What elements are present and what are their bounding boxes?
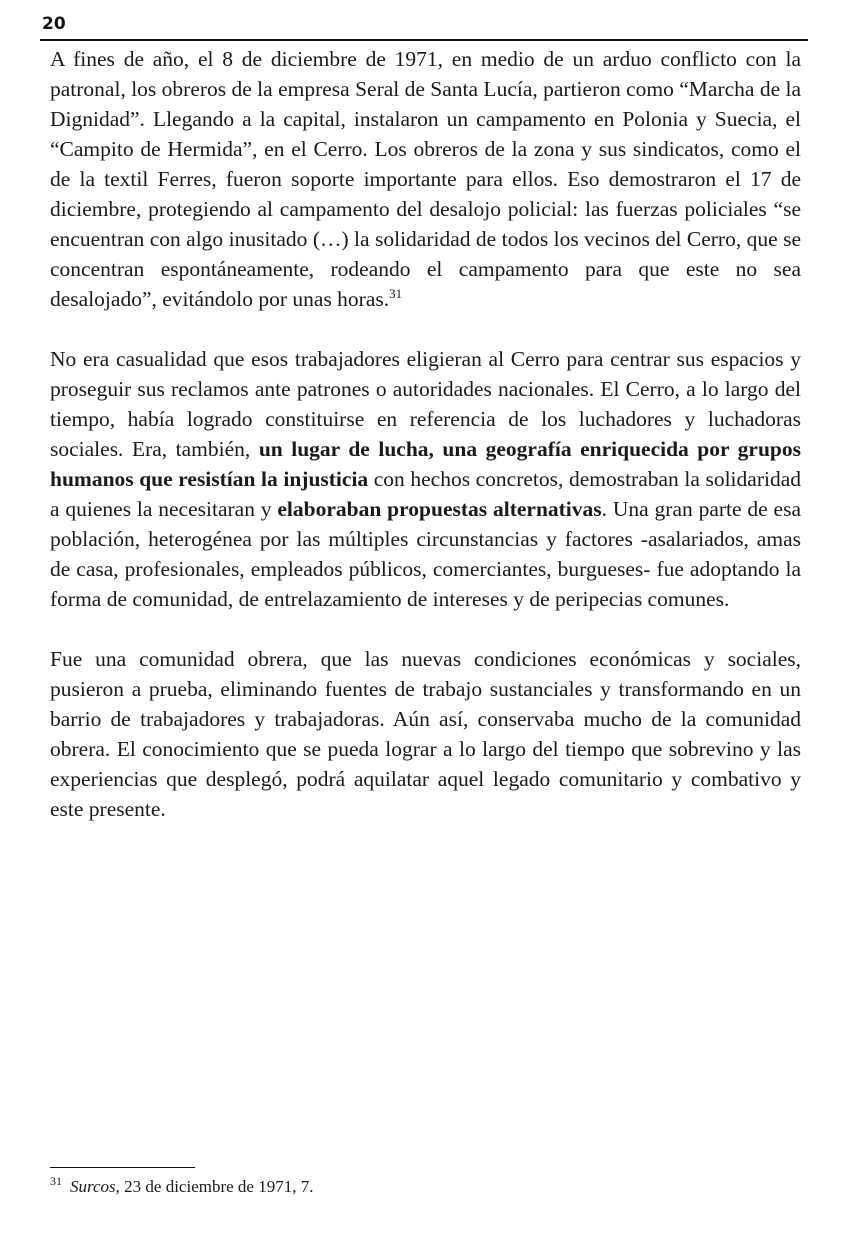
paragraph-text: A fines de año, el 8 de diciembre de 1971, en medio de un arduo conflicto con la patronal, los obreros de la empresa Seral de Santa Lucía, partieron como “Marcha de la Dignidad”. Llegando a la capital, instalaron un campamento en Polonia y Suecia, el “Campito de Hermida”, en el Cerro. Los obreros de la zona y sus sindicatos, como el de la textil Ferres, fueron soporte importante para ellos. Eso demostraron el 17 de diciembre, protegiendo al campamento del desalojo policial: las fuerzas policiales “se encuentran con algo inusitado (…) la solidaridad de todos los vecinos del Cerro, que se concentran espontáneamente, rodeando el campamento para que este no sea desalojado”, evitándolo por unas horas. xyxy=(50,47,801,311)
footnote-marker: 31 xyxy=(50,1174,62,1189)
emphasis-text: un lugar de lucha, una geografía enriquecida por grupos humanos que resistían la injusticia xyxy=(50,437,802,491)
paragraph-text: . Una gran parte de esa población, heterogénea por las múltiples circunstancias y factores -asalariados, amas de casa, profesionales, empleados públicos, comerciantes, burgueses- fue adoptando la forma de comunidad, de entrelazamiento de intereses y de peripecias comunes. xyxy=(50,497,801,611)
paragraph-3 xyxy=(50,644,801,824)
footnote xyxy=(50,1176,313,1198)
paragraph-1 xyxy=(50,44,801,314)
page-number: 20 xyxy=(42,14,66,34)
footnote-rule xyxy=(50,1167,195,1168)
emphasis-text: elaboraban propuestas alternativas xyxy=(277,497,602,521)
paragraph-2 xyxy=(50,344,801,614)
paragraph-text: con hechos concretos, demostraban la solidaridad a quienes la necesitaran y xyxy=(50,467,801,521)
footnote-reference: 31 xyxy=(389,285,403,301)
footnote-source-title: Surcos xyxy=(70,1177,116,1196)
paragraph-text: No era casualidad que esos trabajadores eligieran al Cerro para centrar sus espacios y proseguir sus reclamos ante patrones o autoridades nacionales. El Cerro, a lo largo del tiempo, había logrado constituirse en referencia de los luchadores y luchadoras sociales. Era, también, xyxy=(50,347,801,461)
footnote-text: , 23 de diciembre de 1971, 7. xyxy=(115,1177,314,1196)
header-rule xyxy=(40,39,808,41)
body-text xyxy=(50,44,801,854)
paragraph-text: Fue una comunidad obrera, que las nuevas condiciones económicas y sociales, pusieron a prueba, eliminando fuentes de trabajo sustanciales y transformando en un barrio de trabajadores y trabajadoras. Aún así, conservaba mucho de la comunidad obrera. El conocimiento que se pueda lograr a lo largo del tiempo que sobrevino y las experiencias que desplegó, podrá aquilatar aquel legado comunitario y combativo y este presente. xyxy=(50,647,801,821)
